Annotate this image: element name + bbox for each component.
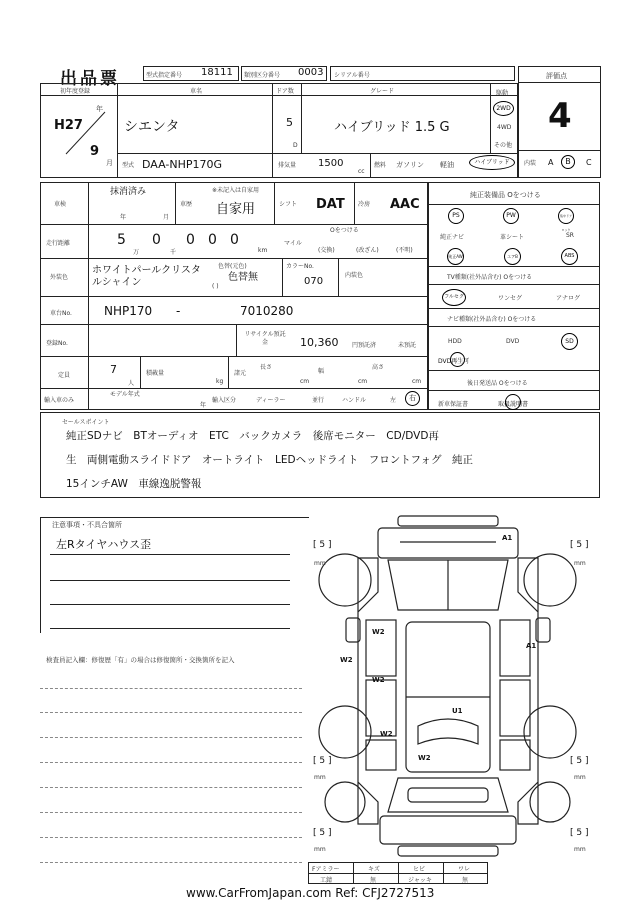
fuel-hybrid-circled: ハイブリッド [469, 155, 515, 170]
navi-dvd-playable: DVD再生可 [438, 358, 470, 365]
interior-b-circled: B [561, 155, 575, 169]
equip-airbag-circled: エアB [504, 248, 521, 265]
tread-rear-left: [ 5 ] [313, 756, 332, 766]
notes-frame [40, 517, 309, 633]
class-no: 0003 [298, 67, 324, 78]
tread-front-right: [ 5 ] [570, 540, 589, 550]
mileage-digit-1: 5 [117, 232, 126, 248]
equip-door-lock-circled: 集中ドアロック [558, 208, 574, 224]
car-name: シエンタ [124, 119, 180, 135]
mark-w2-c: W2 [372, 676, 385, 684]
mileage-digit-3: 0 [186, 232, 195, 248]
navi-sd-circled: SD [561, 333, 578, 350]
equip-ps-circled: PS [448, 208, 464, 224]
sales-line-2: 生 両側電動スライドドア オートライト LEDヘッドライト フロントフォグ 純正 [66, 454, 473, 466]
door-count: 5 [286, 116, 293, 129]
color-change: 色替無 [228, 272, 258, 283]
recycle-fee: 10,360 [300, 336, 339, 349]
inspector-note-label: 検査員記入欄：修復歴「有」の場合は修復箇所・交換箇所を記入 [46, 656, 235, 664]
shift-type: DAT [316, 197, 345, 212]
after-manual-circle [505, 394, 521, 410]
date-slash [60, 108, 110, 158]
auction-sheet: 出品票 型式指定番号 18111 類別区分番号 0003 シリアル番号 評価点 4 内装 A B C 初年度登録 H27 年 9 月 車名 シエンタ ドア数 5 D グレード ハイブリッド 1.5 G 駆動 2WD 4WD その他 型式 DAA-NHP170G 排気量 1500 cc 燃料 ガソリン 軽油 ハイブリッド 車検 抹消済み 年 月 車歴 ※未記入は自家用 自家用 シフト DAT 冷房 AAC 走行距離 5 万 0 千 0 0 0 km Oをつける マイル (交換) (改ざん) (不明) 外装色 ホワイトパールクリスタルシャイン 色替(元色) 色替無 ( ) カラーNo. 070 内装色 車台No. NHP170 - 7010280 登録No. リサイクル預託金 10,360 円預託済 未預託 定員 7 人 積載量 kg 諸元 長さ cm 幅 cm 高さ cm 輸入車のみ モデル年式 年 輸入区分 ディーラー 並行 ハンドル 左 右 純正装備品 Oをつける PS PW 集中ドアロック 純正ナビ 革シート SR 純正AW エアB ABS TV種類(社外品含む) Oをつける フルセグ ワンセグ アナログ ナビ種類(社外品含む) Oをつける HDD DVD SD DVD再生可 後日発送品 Oをつける 新車保証書 取扱説明書 セールスポイント 純正SDナビ BTオーディオ ETC バックカメラ 後席モニター CD/DVD再 生 両側電動スライドドア オートライト LEDヘッドライト フロントフォグ 純正 15インチAW 車線逸脱警報 注意事項・不具合箇所 左Rタイヤハウス歪 検査員記入欄：修復歴「有」の場合は修復箇所・交換箇所を記入 [ 5 ] mm [ 5 ] mm [ 5 ] mm [ 5 ] mm [ 5 ] mm [ 5 ] mm A1 A1 W2 W2 W2 W2 W2 U1 Fアミラー キズ ヒビ ワレ 工錆 無 ジャッキ 無 www.CarFromJapan.com Ref: CFJ2727513 [0, 0, 640, 904]
mark-w2-d: W2 [380, 730, 393, 738]
first-reg-era: H27 [54, 118, 83, 133]
sales-line-1: 純正SDナビ BTオーディオ ETC バックカメラ 後席モニター CD/DVD再 [66, 430, 439, 442]
handle-right-circled: 右 [405, 391, 420, 406]
mileage-digit-5: 0 [230, 232, 239, 248]
chassis-prefix: NHP170 [104, 304, 153, 318]
mileage-digit-2: 0 [152, 232, 161, 248]
note-line-1: 左Rタイヤハウス歪 [56, 538, 152, 551]
mileage-digit-4: 0 [208, 232, 217, 248]
capacity: 7 [110, 363, 117, 376]
tread-spare-right: [ 5 ] [570, 828, 589, 838]
tread-spare-left: [ 5 ] [313, 828, 332, 838]
equip-genuine-aw-circled: 純正AW [447, 248, 464, 265]
usage-history: 自家用 [216, 202, 256, 217]
grade: ハイブリッド 1.5 G [334, 120, 450, 135]
sales-line-3: 15インチAW 車線逸脱警報 [66, 478, 202, 490]
after-manual: 取扱説明書 [498, 401, 529, 408]
model-code: DAA-NHP170G [142, 158, 223, 171]
drive-2wd-circled: 2WD [493, 101, 514, 116]
shape-no: 18111 [201, 67, 233, 78]
sheet-title: 出品票 [60, 69, 120, 89]
tv-fullseg-circled: フルセグ [442, 289, 466, 306]
mark-a1-front: A1 [502, 534, 513, 542]
ac-type: AAC [390, 197, 420, 212]
evaluation-score: 4 [548, 96, 572, 136]
mark-a1-right: A1 [526, 642, 537, 650]
tread-front-left: [ 5 ] [313, 540, 332, 550]
chassis-number: 7010280 [240, 304, 294, 318]
mark-w2-b: W2 [340, 656, 353, 664]
equip-abs-circled: ABS [561, 248, 578, 265]
mark-w2-a: W2 [372, 628, 385, 636]
exterior-color: ホワイトパールクリスタルシャイン [92, 265, 201, 288]
footer-watermark: www.CarFromJapan.com Ref: CFJ2727513 [186, 886, 435, 900]
displacement: 1500 [318, 158, 344, 169]
tread-rear-right: [ 5 ] [570, 756, 589, 766]
mark-u1: U1 [452, 707, 463, 715]
dvd-play-circle [450, 352, 465, 367]
color-number: 070 [304, 276, 324, 287]
equip-pw-circled: PW [503, 208, 519, 224]
first-reg-month: 9 [90, 144, 100, 159]
car-damage-diagram [318, 512, 603, 870]
mark-w2-e: W2 [418, 754, 431, 762]
